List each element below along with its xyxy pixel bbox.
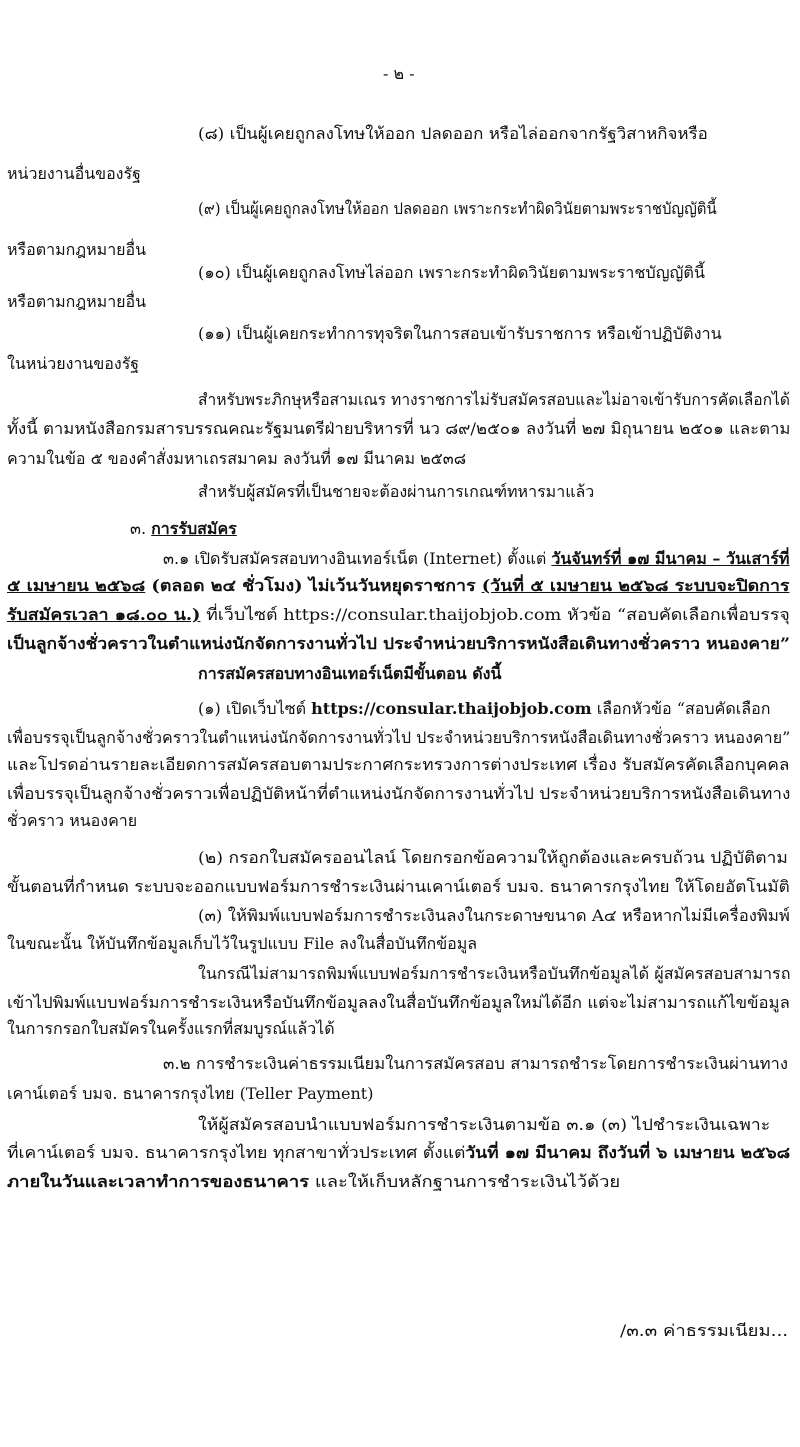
text-line <box>7 240 146 260</box>
text-run: สำหรับผู้สมัครที่เป็นชายจะต้องผ่านการเกณฑ์ทหารมาแล้ว <box>198 482 595 501</box>
text-run: ชั่วคราว หนองคาย <box>7 811 138 830</box>
text-line <box>7 993 790 1013</box>
text-line <box>7 934 477 954</box>
text-run: (๑๐) เป็นผู้เคยถูกลงโทษไล่ออก เพราะกระทำผิดวินัยตามพระราชบัญญัตินี้ <box>198 263 705 282</box>
text-line <box>198 324 722 344</box>
text-line <box>7 755 789 775</box>
text-run: ๓. <box>130 519 152 538</box>
text-line <box>7 877 790 897</box>
page-number: - ๒ - <box>383 64 415 83</box>
text-run: หรือตามกฎหมายอื่น <box>7 292 147 311</box>
text-run: ในขณะนั้น ให้บันทึกข้อมูลเก็บไว้ในรูปแบบ File ลงในสื่อบันทึกข้อมูล <box>7 934 478 953</box>
text-line <box>198 699 770 719</box>
text-run: ๓.๑ เปิดรับสมัครสอบทางอินเทอร์เน็ต (Internet) ตั้งแต่ <box>163 549 552 568</box>
text-run: (๑๑) เป็นผู้เคยกระทำการทุจริตในการสอบเข้ารับราชการ หรือเข้าปฏิบัติงาน <box>198 324 722 343</box>
text-line <box>198 848 788 868</box>
text-run: (๙) เป็นผู้เคยถูกลงโทษให้ออก ปลดออก เพราะกระทำผิดวินัยตามพระราชบัญญัตินี้ <box>198 199 717 218</box>
text-line <box>198 263 705 283</box>
text-run: ในการกรอกใบสมัครในครั้งแรกที่สมบูรณ์แล้วได้ <box>7 1019 335 1038</box>
text-line <box>7 605 790 625</box>
text-line <box>198 1115 770 1135</box>
text-run: ๓.๒ การชำระเงินค่าธรรมเนียมในการสมัครสอบ สามารถชำระโดยการชำระเงินผ่านทาง <box>163 1054 789 1073</box>
text-run: ที่เว็บไซต์ https://consular.thaijobjob.com หัวข้อ “สอบคัดเลือกเพื่อบรรจุ <box>200 605 790 624</box>
text-line <box>7 419 790 439</box>
text-run: (๘) เป็นผู้เคยถูกลงโทษให้ออก ปลดออก หรือไล่ออกจากรัฐวิสาหกิจหรือ <box>198 124 708 143</box>
text-run: ทั้งนี้ ตามหนังสือกรมสารบรรณคณะรัฐมนตรีฝ่ายบริหารที่ นว ๘๙/๒๕๐๑ ลงวันที่ ๒๗ มิถุนายน ๒๕๐๑ และตาม <box>7 419 791 438</box>
text-run: (ตลอด ๒๔ ชั่วโมง) ไม่เว้นวันหยุดราชการ <box>145 576 482 595</box>
text-run: สำหรับพระภิกษุหรือสามเณร ทางราชการไม่รับสมัครสอบและไม่อาจเข้ารับการคัดเลือกได้ <box>198 390 790 409</box>
text-run: /๓.๓ ค่าธรรมเนียม... <box>620 1321 789 1340</box>
text-run: (๑) เปิดเว็บไซต์ <box>198 699 312 718</box>
text-line <box>7 1084 373 1104</box>
text-run: และโปรดอ่านรายละเอียดการสมัครสอบตามประกาศกระทรวงการต่างประเทศ เรื่อง รับสมัครคัดเลือกบุคคล <box>7 755 790 774</box>
text-line <box>163 549 789 569</box>
text-line <box>198 482 594 502</box>
text-run: ในหน่วยงานของรัฐ <box>7 354 140 373</box>
text-run: เข้าไปพิมพ์แบบฟอร์มการชำระเงินหรือบันทึกข้อมูลลงในสื่อบันทึกข้อมูลใหม่ได้อีก แต่จะไม่สามารถแก้ไขข้อมูล <box>7 993 790 1012</box>
text-run: (๓) ให้พิมพ์แบบฟอร์มการชำระเงินลงในกระดาษขนาด A๔ หรือหากไม่มีเครื่องพิมพ์ <box>198 906 790 925</box>
text-run: เคาน์เตอร์ บมจ. ธนาคารกรุงไทย (Teller Payment) <box>7 1084 374 1103</box>
text-run: หน่วยงานอื่นของรัฐ <box>7 164 141 183</box>
text-line <box>7 164 141 184</box>
text-run: เพื่อบรรจุเป็นลูกจ้างชั่วคราวเพื่อปฏิบัติหน้าที่ตำแหน่งนักจัดการงานทั่วไป ประจำหน่วยบริการหนังสือเดินทาง <box>7 784 791 803</box>
text-run: และให้เก็บหลักฐานการชำระเงินไว้ด้วย <box>309 1172 621 1191</box>
text-run: การรับสมัคร <box>151 519 237 538</box>
text-line <box>7 728 790 748</box>
text-run: ในกรณีไม่สามารถพิมพ์แบบฟอร์มการชำระเงินหรือบันทึกข้อมูลได้ ผู้สมัครสอบสามารถ <box>198 964 791 983</box>
text-run: (๒) กรอกใบสมัครออนไลน์ โดยกรอกข้อความให้ถูกต้องและครบถ้วน ปฏิบัติตาม <box>198 848 788 867</box>
text-run: การสมัครสอบทางอินเทอร์เน็ตมีขั้นตอน ดังนี้ <box>198 664 502 683</box>
text-run: เลือกหัวข้อ “สอบคัดเลือก <box>591 699 771 718</box>
text-run: ภายในวันและเวลาทำการของธนาคาร <box>7 1172 310 1191</box>
text-run: ความในข้อ ๕ ของคำสั่งมหาเถรสมาคม ลงวันที่ ๑๗ มีนาคม ๒๕๓๘ <box>7 449 467 468</box>
text-line <box>198 906 790 926</box>
text-line <box>7 811 137 831</box>
text-line <box>198 199 717 219</box>
text-run: ขั้นตอนที่กำหนด ระบบจะออกแบบฟอร์มการชำระเงินผ่านเคาน์เตอร์ บมจ. ธนาคารกรุงไทย ให้โดยอัตโนมัติ <box>7 877 790 896</box>
text-run: ๕ เมษายน ๒๕๖๘ <box>7 576 146 595</box>
text-line <box>7 1172 620 1192</box>
text-line <box>198 964 790 984</box>
text-line <box>7 576 790 596</box>
text-line <box>7 449 466 469</box>
text-run: รับสมัครเวลา ๑๘.๐๐ น.) <box>7 605 201 624</box>
text-run: ที่เคาน์เตอร์ บมจ. ธนาคารกรุงไทย ทุกสาขาทั่วประเทศ ตั้งแต่ <box>7 1143 466 1162</box>
text-line <box>7 354 139 374</box>
text-run: วันจันทร์ที่ ๑๗ มีนาคม – วันเสาร์ที่ <box>551 549 790 568</box>
text-run: เป็นลูกจ้างชั่วคราวในตำแหน่งนักจัดการงานทั่วไป ประจำหน่วยบริการหนังสือเดินทางชั่วคราว หนองคาย” <box>7 634 790 653</box>
text-line <box>198 124 708 144</box>
text-line <box>7 784 790 804</box>
text-run: เพื่อบรรจุเป็นลูกจ้างชั่วคราวในตำแหน่งนักจัดการงานทั่วไป ประจำหน่วยบริการหนังสือเดินทางชั่วคราว หนองคาย” <box>7 728 791 747</box>
text-line <box>198 664 501 684</box>
text-line <box>7 1143 790 1163</box>
text-run: วันที่ ๑๗ มีนาคม ถึงวันที่ ๖ เมษายน ๒๕๖๘ <box>465 1143 791 1162</box>
text-run: ให้ผู้สมัครสอบนำแบบฟอร์มการชำระเงินตามข้อ ๓.๑ (๓) ไปชำระเงินเฉพาะ <box>198 1115 771 1134</box>
text-line <box>163 1054 788 1074</box>
text-line <box>7 634 790 654</box>
text-run: หรือตามกฎหมายอื่น <box>7 240 147 259</box>
text-line <box>7 292 146 312</box>
text-line <box>620 1321 788 1341</box>
text-line <box>7 1019 335 1039</box>
text-line <box>198 390 790 410</box>
text-run: https://consular.thaijobjob.com <box>311 699 592 718</box>
text-run: (วันที่ ๕ เมษายน ๒๕๖๘ ระบบจะปิดการ <box>481 576 790 595</box>
text-line <box>130 519 237 539</box>
